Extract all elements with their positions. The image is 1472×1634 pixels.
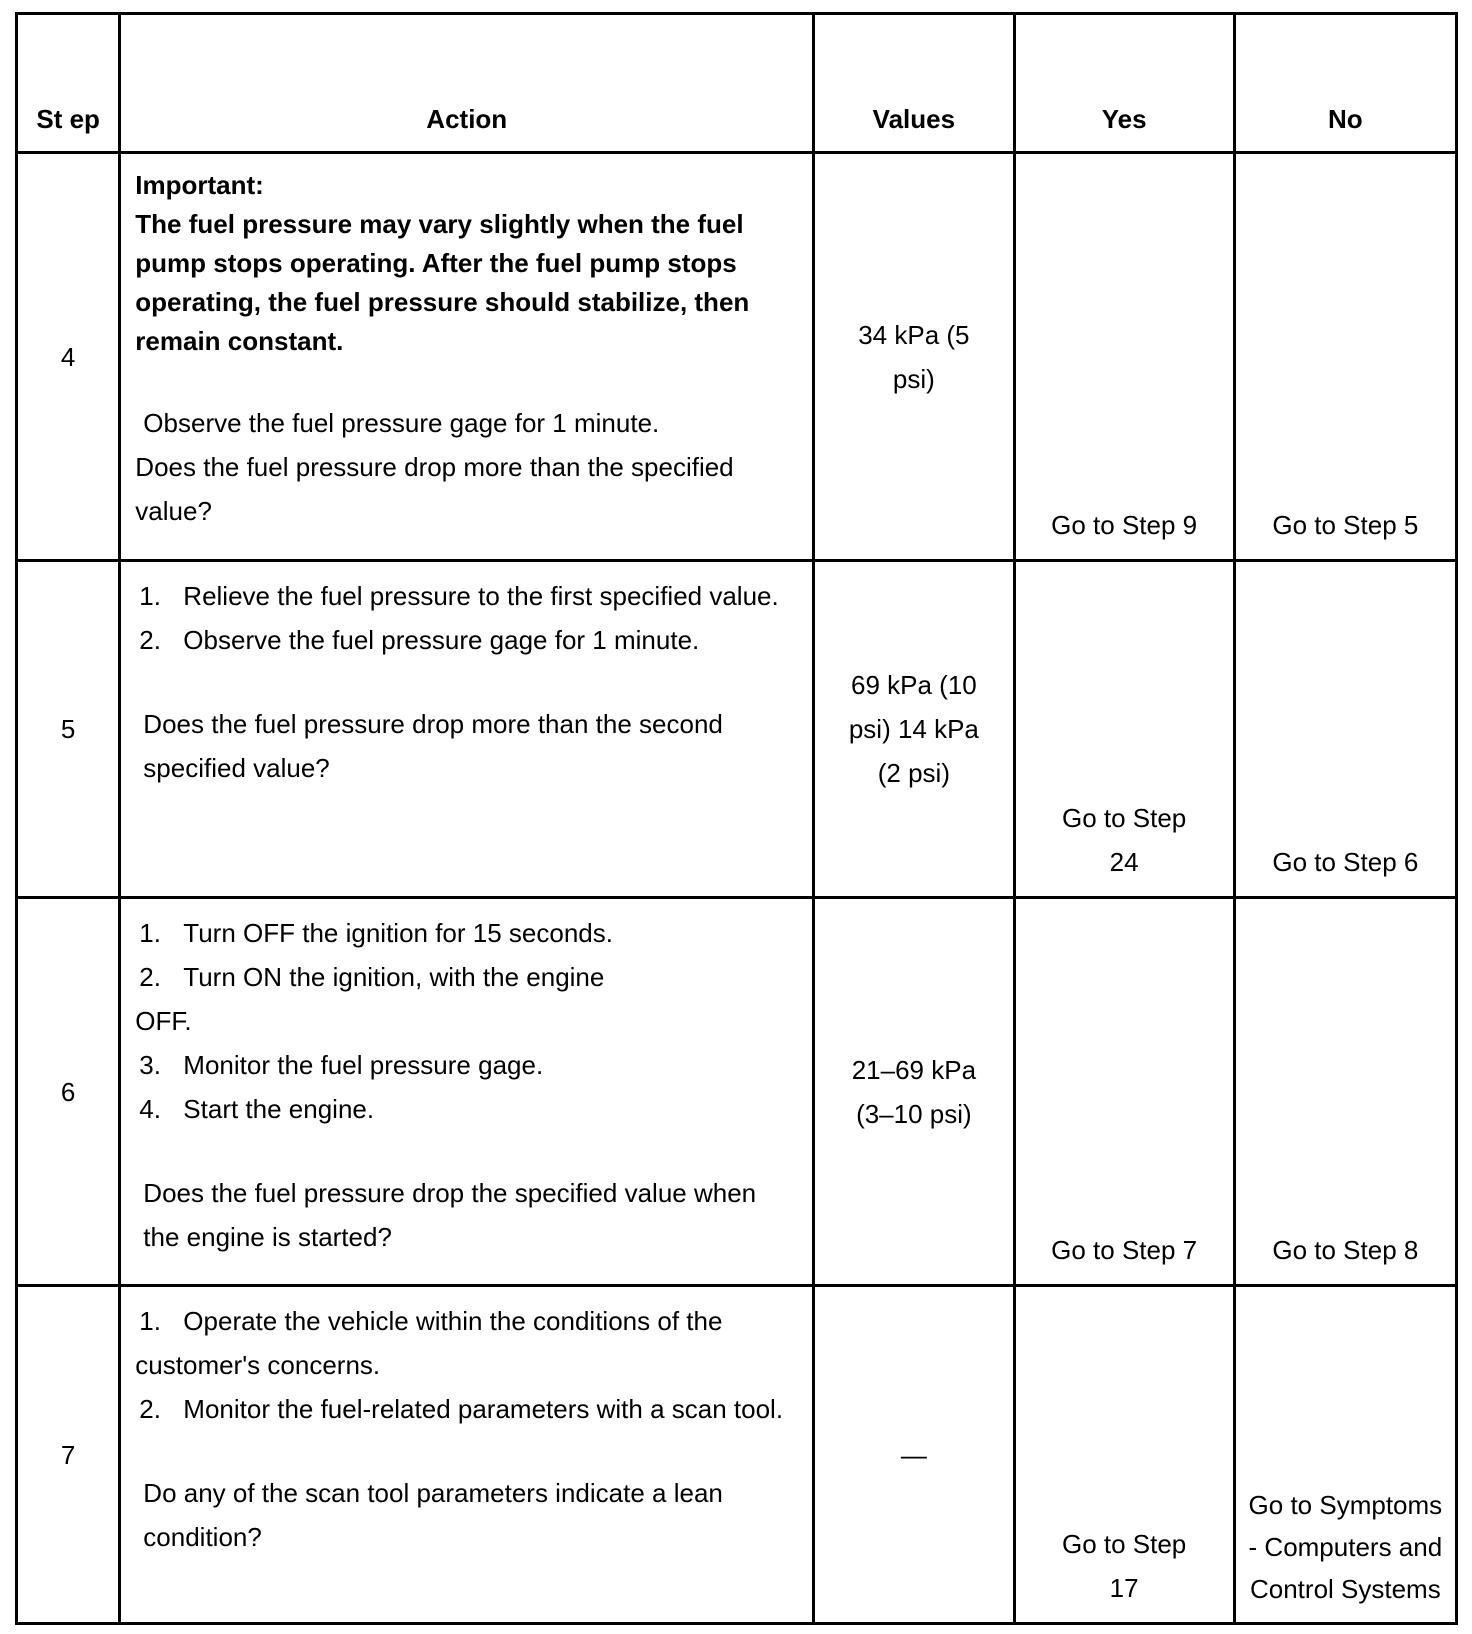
step-list	[135, 574, 798, 662]
header-yes: Yes	[1014, 14, 1234, 153]
instruction-text: Observe the fuel pressure gage for 1 minute.	[143, 408, 660, 438]
header-no: No	[1234, 14, 1456, 153]
no-cell: Go to Symptoms - Computers and Control Systems	[1234, 1286, 1456, 1624]
step-number: 4	[17, 153, 120, 561]
list-item	[135, 1087, 798, 1131]
list-item	[135, 618, 798, 662]
list-number: 3.	[139, 1049, 161, 1080]
list-number: 2.	[139, 1394, 161, 1425]
question-text: Does the fuel pressure drop more than the specified value?	[135, 452, 734, 526]
list-text: Monitor the fuel-related parameters with a scan tool.	[183, 1394, 784, 1425]
list-text: Start the engine.	[183, 1093, 375, 1124]
header-row	[17, 14, 1457, 153]
step-number: 7	[17, 1286, 120, 1624]
header-values: Values	[814, 14, 1014, 153]
step-list	[135, 1299, 798, 1431]
important-label: Important:	[135, 170, 264, 200]
no-cell: Go to Step 5	[1234, 153, 1456, 561]
values-cell: —	[814, 1286, 1014, 1624]
step-number: 5	[17, 561, 120, 898]
yes-cell: Go to Step 24	[1014, 561, 1234, 898]
yes-cell: Go to Step 7	[1014, 897, 1234, 1285]
header-action: Action	[120, 14, 814, 153]
list-number: 1.	[139, 581, 161, 612]
list-text: Relieve the fuel pressure to the first specified value.	[183, 581, 779, 612]
list-text: Monitor the fuel pressure gage.	[183, 1049, 544, 1080]
list-item	[135, 1043, 798, 1087]
list-item	[135, 1299, 798, 1387]
no-cell: Go to Step 8	[1234, 897, 1456, 1285]
values-cell: 69 kPa (10 psi) 14 kPa (2 psi)	[814, 561, 1014, 898]
question-text: Does the fuel pressure drop the specified value when the engine is started?	[143, 1177, 757, 1252]
table-row-step-4	[17, 153, 1457, 561]
table-row-step-7	[17, 1286, 1457, 1624]
list-item	[135, 955, 798, 1043]
diagnostic-table	[15, 12, 1458, 1625]
header-step: St ep	[17, 14, 120, 153]
step-list	[135, 911, 798, 1131]
list-text: Observe the fuel pressure gage for 1 minute.	[183, 625, 700, 656]
action-cell	[120, 1286, 814, 1624]
values-cell: 21–69 kPa (3–10 psi)	[814, 897, 1014, 1285]
action-cell	[120, 153, 814, 561]
list-item	[135, 911, 798, 955]
list-item	[135, 574, 798, 618]
table-row-step-5	[17, 561, 1457, 898]
list-number: 2.	[139, 961, 161, 992]
list-number: 2.	[139, 625, 161, 656]
question-text: Does the fuel pressure drop more than the second specified value?	[143, 709, 723, 784]
list-item	[135, 1387, 798, 1431]
action-cell	[120, 897, 814, 1285]
list-number: 1.	[139, 1306, 161, 1337]
action-cell	[120, 561, 814, 898]
values-cell: 34 kPa (5 psi)	[814, 153, 1014, 561]
list-number: 1.	[139, 917, 161, 948]
no-cell: Go to Step 6	[1234, 561, 1456, 898]
list-text: Turn ON the ignition, with the engine OFF.	[135, 961, 605, 1036]
list-text: Turn OFF the ignition for 15 seconds.	[183, 917, 613, 948]
list-number: 4.	[139, 1093, 161, 1124]
step-number: 6	[17, 897, 120, 1285]
yes-cell: Go to Step 17	[1014, 1286, 1234, 1624]
list-text: Operate the vehicle within the conditions of the customer's concerns.	[135, 1306, 723, 1381]
table-row-step-6	[17, 897, 1457, 1285]
question-text: Do any of the scan tool parameters indicate a lean condition?	[143, 1478, 723, 1553]
yes-cell: Go to Step 9	[1014, 153, 1234, 561]
important-text: The fuel pressure may vary slightly when the fuel pump stops operating. After the fuel pump stops operating, the fuel pressure should stabilize, then remain constant.	[135, 209, 750, 356]
